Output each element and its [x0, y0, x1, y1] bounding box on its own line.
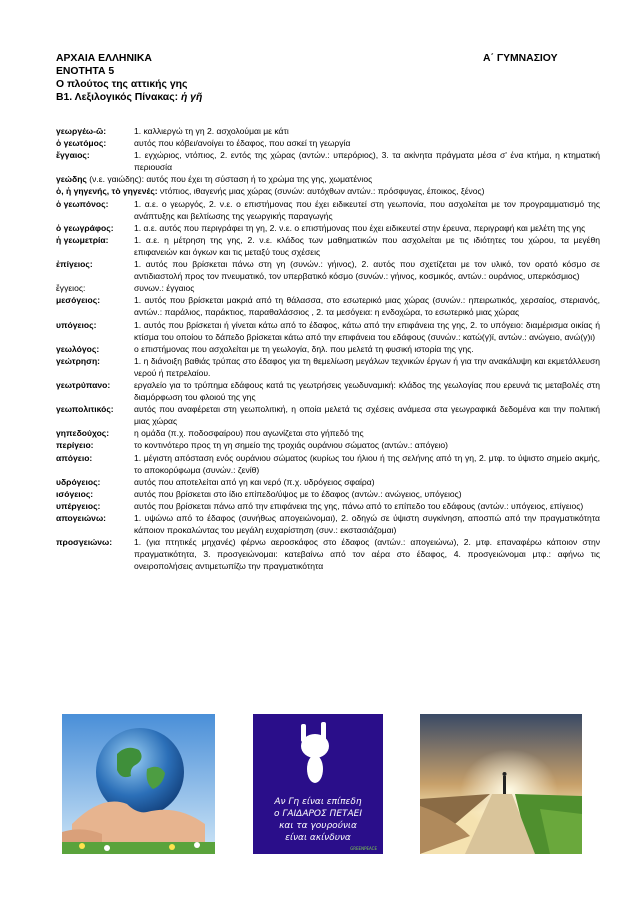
entry-definition: ντόπιος, ιθαγενής μιας χώρας (συνών: αυτόχθων αντών.: πρόσφυγας, έποικος, ξένος)	[160, 186, 485, 197]
entry-definition: 1. αυτός που βρίσκεται μακριά από τη θάλασσα, στο εσωτερικό μιας χώρας (συνών.: ηπειρωτικός, χερσαίος, στεριανός, αντών.: παράλιος, παράκτιος, παραθαλάσσιος , 2. τα μεσόγεια: η ενδοχώρα, το εσωτερικό μιας χώρας	[134, 295, 600, 318]
entry-term: ὁ γεωγράφος:	[56, 222, 114, 233]
entry-term: ἐπίγειος:	[56, 259, 93, 270]
entry-definition: 1. α.ε. η μέτρηση της γης, 2. ν.ε. κλάδος των μαθηματικών που ασχολείται με τις ιδιότητες του χώρου, τα μεγέθη επιφανειών και όγκων και τις μεταξύ τους σχέσεις	[134, 234, 600, 257]
vocabulary-entry	[56, 319, 600, 343]
vocabulary-entry	[56, 125, 600, 137]
vocabulary-entry	[56, 427, 600, 439]
table-title	[56, 92, 202, 104]
entry-definition: 1. αυτός που βρίσκεται ή γίνεται κάτω από το έδαφος, κάτω από την επιφάνεια της γης, 2. το υπόγειο: διαμέρισμα οικίας ή κτίσμα του οποίου το δάπεδο βρίσκεται κάτω από την επιφάνεια του εδάφους (συνών.: κατώ(γ)ϊ, αντών.: ανώγειο, ανώ(γ)ι)	[134, 319, 600, 342]
vocabulary-entry	[56, 403, 600, 427]
vocabulary-entry	[56, 439, 600, 451]
entry-term: ἡ γεωμετρία:	[56, 234, 109, 245]
entry-definition: 1. υψώνω από το έδαφος (συνήθως απογειώνομαι), 2. οδηγώ σε ύψιστη συγκίνηση, αποσπώ από την πραγματικότητα κάποιον προκαλώντας του μεγάλη ευχαρίστηση (συν.: εκστασιάζομαι)	[134, 513, 600, 536]
entry-term: γεωργέω-ῶ:	[56, 126, 107, 136]
vocabulary-entry	[56, 355, 600, 379]
table-title-word: ἡ γῆ	[180, 92, 203, 103]
earth-hands-illustration	[62, 714, 215, 854]
poster-line-1: Αν Γη είναι επίπεδη	[274, 797, 362, 807]
poster-tag: GREENPEACE	[350, 846, 377, 851]
road-landscape-illustration	[420, 714, 582, 854]
entry-term: υπέργειος:	[56, 500, 101, 511]
entry-term: γεώτρηση:	[56, 355, 101, 366]
vocabulary-entry	[56, 476, 600, 488]
unit-title: ΕΝΟΤΗΤΑ 5	[56, 66, 115, 77]
vocabulary-entry	[56, 173, 600, 185]
entry-definition: αυτός που έχει τη σύσταση ή το χρώμα της γης, χωματένιος	[146, 174, 373, 185]
poster-line-3: και τα γουρούνια	[279, 821, 357, 831]
entry-term: γηπεδούχος:	[56, 428, 110, 439]
entry-term: γεωτρύπανο:	[56, 379, 111, 390]
entry-definition: συνων.: έγγαιος	[134, 283, 195, 294]
entry-definition: αυτός που αναφέρεται στη γεωπολιτική, η οποία μελετά τις σχέσεις ανάμεσα στα γεωγραφικά δεδομένα και την πολιτική μιας χώρας	[134, 404, 600, 427]
vocabulary-entry	[56, 282, 600, 294]
entry-term: προσγειώνω:	[56, 537, 113, 548]
entry-term: ἔγγαιος:	[56, 150, 90, 161]
entry-definition: 1. μέγιστη απόσταση ενός ουράνιου σώματος (κυρίως του ήλιου ή της σελήνης από τη γη, 2. μτφ. το ύψιστο σημείο ακμής, το αποκορύφωμα (συνών.: ζενίθ)	[134, 452, 600, 475]
vocabulary-entry	[56, 488, 600, 500]
vocabulary-entry	[56, 149, 600, 173]
vocabulary-entry	[56, 234, 600, 258]
vocabulary-entry	[56, 512, 600, 536]
vocabulary-entry	[56, 222, 600, 234]
entry-term-note: (ν.ε. γαιώδης):	[89, 174, 144, 185]
vocabulary-entry	[56, 185, 600, 197]
entry-definition: αυτός που αποτελείται από γη και νερό (π.χ. υδρόγειος σφαίρα)	[134, 476, 375, 487]
table-title-prefix: Β1. Λεξιλογικός Πίνακας:	[56, 92, 181, 103]
vocabulary-entry	[56, 536, 600, 572]
entry-term: ὁ, ἡ γηγενής, τὸ γηγενές:	[56, 186, 158, 197]
entry-term: υδρόγειος:	[56, 476, 101, 487]
road-landscape-image	[420, 714, 582, 854]
subject-title: ΑΡΧΑΙΑ ΕΛΛΗΝΙΚΑ	[56, 53, 152, 64]
entry-definition: 1. καλλιεργώ τη γη 2. ασχολούμαι με κάτι	[134, 126, 289, 136]
vocabulary-entry	[56, 294, 600, 318]
vocabulary-entry	[56, 500, 600, 512]
vocabulary-entry	[56, 452, 600, 476]
vocabulary-entry	[56, 258, 600, 282]
unit-subtitle: Ο πλούτος της αττικής γης	[56, 79, 188, 90]
vocabulary-table	[56, 125, 600, 572]
entry-definition: 1. η διάνοιξη βαθιάς τρύπας στο έδαφος για τη θεμελίωση μεγάλων τεχνικών έργων ή για την ανακάλυψη και εκμετάλλευση νερού ή πετρελαίου.	[134, 355, 600, 378]
entry-definition: 1. αυτός που βρίσκεται πάνω στη γη (συνών.: γήινος), 2. αυτός που σχετίζεται με τον υλικό, τον ορατό κόσμο σε αντιδιαστολή προς τον πνευματικό, τον υπερβατικό κόσμο (συνών.: γήινος, κοσμικός, αντών.: ουράνιος, υπερκόσμιος)	[134, 259, 600, 282]
earth-hands-image	[62, 714, 215, 854]
entry-term: υπόγειος:	[56, 319, 97, 330]
entry-term: ὁ γεωτόμος:	[56, 138, 107, 149]
vocabulary-entry	[56, 343, 600, 355]
entry-definition: 1. α.ε. ο γεωργός, 2. ν.ε. ο επιστήμονας που έχει ειδικευτεί στη γεωπονία, που ασχολείται με τον προγραμματισμό της ανάπτυξης και βελτίωσης της γεωργικής παραγωγής	[134, 198, 600, 221]
entry-term: ἔγγειος:	[56, 283, 86, 294]
poster-line-4: είναι ακίνδυνα	[285, 833, 351, 843]
entry-definition: εργαλείο για το τρύπημα εδάφους κατά τις γεωτρήσεις γεωδυναμική: κλάδος της γεωλογίας που ερευνά τις μεταβολές στη διαμόρφωση του φλοιού της γης	[134, 379, 600, 403]
greenpeace-poster	[253, 714, 383, 854]
entry-definition: ο επιστήμονας που ασχολείται με τη γεωλογία, δηλ. που μελετά τη φυσική ιστορία της γης.	[134, 343, 474, 354]
entry-term: απόγειο:	[56, 452, 93, 463]
class-title: Α΄ ΓΥΜΝΑΣΙΟΥ	[483, 53, 558, 64]
vocabulary-entry	[56, 198, 600, 222]
entry-definition: αυτός που βρίσκεται πάνω από την επιφάνεια της γης, πάνω από το επίπεδο του εδάφους (αντών.: υπόγειος, επίγειος)	[134, 500, 584, 511]
entry-term: ισόγειος:	[56, 488, 94, 499]
entry-term: περίγειο:	[56, 440, 94, 451]
entry-definition: 1. (για πτητικές μηχανές) φέρνω αεροσκάφος στο έδαφος (αντών.: απογειώνω), 2. μτφ. επαναφέρω κάποιον στην πραγματικότητα, 3. προσγειώνομαι: κατεβαίνω από τον αέρα στο έδαφος, 4. προσγειώνομαι μτφ.: αφήνω τις ονειροπολήσεις αντιμετωπίζω την πραγματικότητα	[134, 537, 600, 572]
entry-term: γεώδης	[56, 174, 87, 185]
entry-definition: η ομάδα (π.χ. ποδοσφαίρου) που αγωνίζεται στο γήπεδό της	[134, 428, 364, 439]
entry-definition: το κοντινότερο προς τη γη σημείο της τροχιάς ουράνιου σώματος (αντών.: απόγειο)	[134, 440, 448, 451]
poster-line-2: ο ΓΑΙΔΑΡΟΣ ΠΕΤΑΕΙ	[273, 809, 363, 819]
entry-term: γεωπολιτικός:	[56, 404, 114, 415]
vocabulary-entry	[56, 379, 600, 403]
entry-definition: αυτός που κόβει/ανοίγει το έδαφος, που ασκεί τη γεωργία	[134, 138, 351, 149]
entry-term: γεωλόγος:	[56, 343, 100, 354]
entry-definition: 1. εγχώριος, ντόπιος, 2. εντός της χώρας (αντών.: υπερόριος), 3. τα ακίνητα πράγματα μέσα σ' ένα κτήμα, η κτηματική περιουσία	[134, 150, 600, 173]
entry-term: ὁ γεωπόνος:	[56, 198, 109, 209]
entry-term: απογειώνω:	[56, 513, 107, 523]
entry-definition: 1. α.ε. αυτός που περιγράφει τη γη, 2. ν.ε. ο επιστήμονας που έχει ειδικευτεί στην έρευνα, περιγραφή και μελέτη της γης	[134, 222, 586, 233]
entry-definition: αυτός που βρίσκεται στο ίδιο επίπεδο/ύψος με το έδαφος (αντών.: ανώγειος, υπόγειος)	[134, 488, 462, 499]
vocabulary-entry	[56, 137, 600, 149]
poster-illustration	[253, 714, 383, 854]
entry-term: μεσόγειος:	[56, 295, 101, 306]
